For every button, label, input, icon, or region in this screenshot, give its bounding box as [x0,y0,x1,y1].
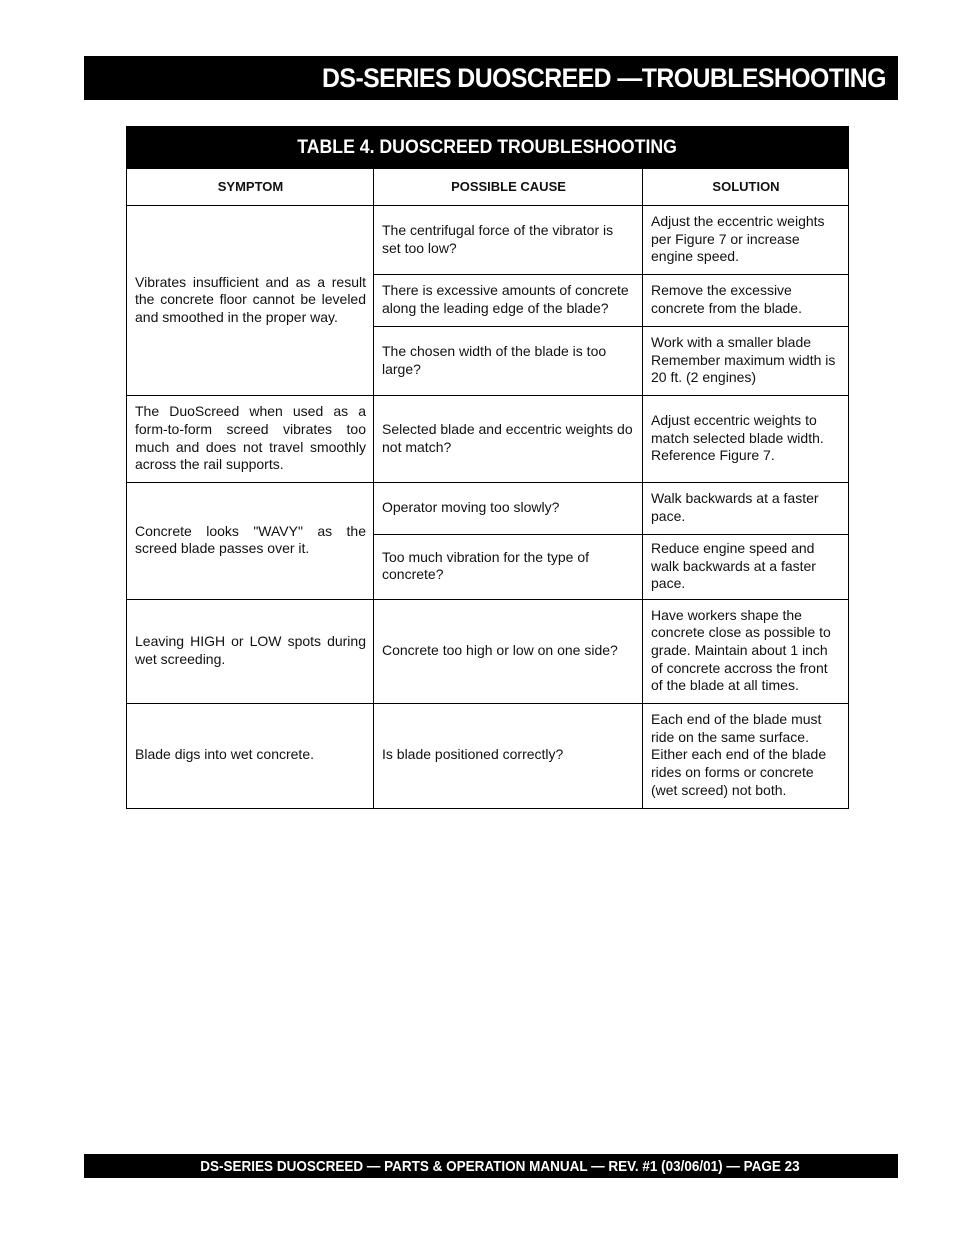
cause-cell: Concrete too high or low on one side? [374,599,643,703]
solution-cell: Have workers shape the concrete close as possible to grade. Maintain about 1 inch of concrete accross the front of the blade at all times. [643,599,849,703]
solution-cell: Adjust the eccentric weights per Figure 7 or increase engine speed. [643,206,849,275]
page-title: DS-SERIES DUOSCREED —TROUBLESHOOTING [322,62,886,93]
cause-cell: Operator moving too slowly? [374,483,643,535]
table-title-text: TABLE 4. DUOSCREED TROUBLESHOOTING [297,136,678,158]
solution-cell: Work with a smaller blade Remember maximum width is 20 ft. (2 engines) [643,327,849,396]
table-row [127,206,849,275]
cause-cell: The centrifugal force of the vibrator is set too low? [374,206,643,275]
cause-cell: There is excessive amounts of concrete along the leading edge of the blade? [374,275,643,327]
solution-cell: Walk backwards at a faster pace. [643,483,849,535]
symptom-cell: Leaving HIGH or LOW spots during wet screeding. [127,599,374,703]
solution-cell: Remove the excessive concrete from the blade. [643,275,849,327]
column-header-symptom: SYMPTOM [127,169,374,206]
page-header-bar [84,56,898,100]
cause-cell: Is blade positioned correctly? [374,703,643,808]
symptom-cell: Concrete looks "WAVY" as the screed blade passes over it. [127,483,374,600]
table-title [127,127,849,169]
symptom-cell: Blade digs into wet concrete. [127,703,374,808]
cause-cell: Selected blade and eccentric weights do not match? [374,396,643,483]
symptom-cell: The DuoScreed when used as a form-to-form screed vibrates too much and does not travel smoothly across the rail supports. [127,396,374,483]
footer-text: DS-SERIES DUOSCREED — PARTS & OPERATION MANUAL — REV. #1 (03/06/01) — PAGE 23 [200,1157,800,1175]
table-row [127,483,849,535]
cause-cell: Too much vibration for the type of concrete? [374,535,643,600]
table-row [127,703,849,808]
table-title-row [127,127,849,169]
table-row [127,396,849,483]
solution-cell: Reduce engine speed and walk backwards at a faster pace. [643,535,849,600]
page-footer-bar [84,1154,898,1178]
symptom-cell: Vibrates insufficient and as a result the concrete floor cannot be leveled and smoothed in the proper way. [127,206,374,396]
column-header-solution: SOLUTION [643,169,849,206]
column-header-possible-cause: POSSIBLE CAUSE [374,169,643,206]
solution-cell: Adjust eccentric weights to match selected blade width. Reference Figure 7. [643,396,849,483]
solution-cell: Each end of the blade must ride on the same surface. Either each end of the blade rides on forms or concrete (wet screed) not both. [643,703,849,808]
cause-cell: The chosen width of the blade is too large? [374,327,643,396]
troubleshooting-table [126,126,849,809]
column-header-row [127,169,849,206]
table-row [127,599,849,703]
